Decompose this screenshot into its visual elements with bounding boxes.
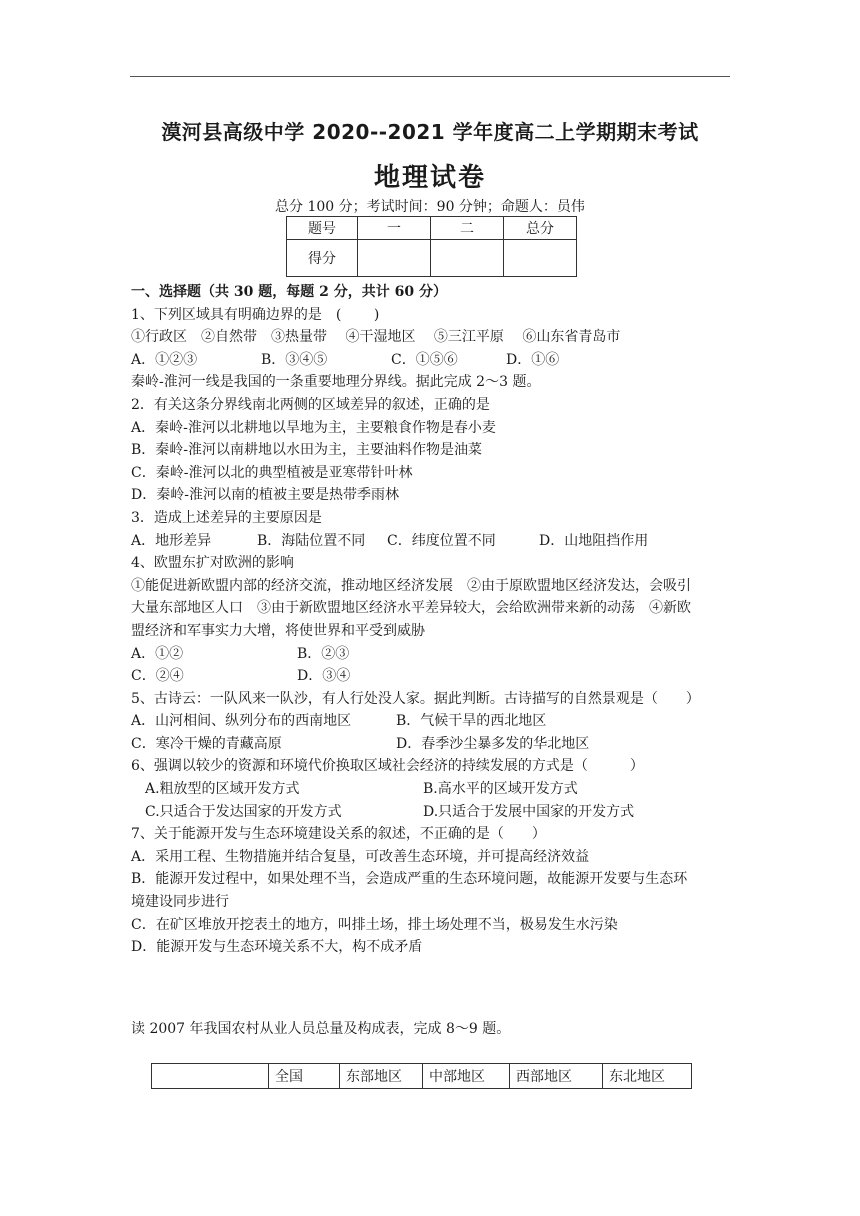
employment-table-header: 中部地区 [423, 1064, 510, 1089]
question-line: 1、下列区域具有明确边界的是 ( ) [131, 306, 380, 323]
exam-subtitle: 地理试卷 [373, 163, 486, 193]
header-rule [130, 76, 730, 77]
question-line: 5、古诗云：一队风来一队沙，有人行处没人家。据此判断。古诗描写的自然景观是（ ） [131, 690, 700, 707]
question-line: B．能源开发过程中，如果处理不当，会造成严重的生态环境问题，故能源开发要与生态环 [131, 871, 688, 888]
answer-options [131, 801, 741, 824]
answer-option: A．山河相间、纵列分布的西南地区 [131, 713, 352, 730]
answer-options [131, 643, 741, 666]
question-line: A．秦岭-淮河以北耕地以旱地为主，主要粮食作物是春小麦 [131, 419, 496, 436]
answer-option: B.高水平的区域开发方式 [423, 781, 578, 798]
question-line: 盟经济和军事实力大增，将使世界和平受到威胁 [131, 622, 425, 639]
answer-option: D．春季沙尘暴多发的华北地区 [396, 735, 590, 752]
question-line: C．在矿区堆放开挖表土的地方，叫排土场，排土场处理不当，极易发生水污染 [131, 916, 618, 933]
question-line: D．能源开发与生态环境关系不大，构不成矛盾 [131, 939, 423, 956]
answer-option: D．山地阻挡作用 [539, 532, 649, 549]
answer-option: D．③④ [297, 668, 351, 685]
score-cell [358, 240, 431, 277]
question-line: ①能促进新欧盟内部的经济交流，推动地区经济发展 ②由于原欧盟地区经济发达，会吸引 [131, 577, 691, 594]
question-line: 7、关于能源开发与生态环境建设关系的叙述，不正确的是（ ） [131, 826, 546, 843]
score-row-label: 得分 [287, 240, 358, 277]
score-table-header: 一 [358, 217, 431, 240]
question-line: 境建设同步进行 [131, 894, 229, 911]
answer-option: A.粗放型的区域开发方式 [145, 781, 300, 798]
score-table [286, 216, 577, 277]
answer-option: C．②④ [131, 668, 184, 685]
answer-options [131, 349, 741, 372]
employment-table [151, 1063, 692, 1089]
answer-option: B．气候干旱的西北地区 [396, 713, 547, 730]
answer-option: D.只适合于发展中国家的开发方式 [423, 803, 635, 820]
answer-options [131, 665, 741, 688]
question-content [131, 281, 741, 959]
section-heading: 一、选择题（共 30 题，每题 2 分，共计 60 分） [131, 284, 447, 300]
answer-option: D．①⑥ [506, 351, 560, 368]
answer-option: A．①② [131, 645, 184, 662]
question-line: 2．有关这条分界线南北两侧的区域差异的叙述，正确的是 [131, 396, 490, 413]
question-line: 3．造成上述差异的主要原因是 [131, 509, 322, 526]
answer-options [131, 710, 741, 733]
answer-options [131, 733, 741, 756]
question-line: 6、强调以较少的资源和环境代价换取区域社会经济的持续发展的方式是（ ） [131, 758, 644, 775]
score-table-header: 二 [431, 217, 504, 240]
answer-option: A．地形差异 [131, 532, 212, 549]
answer-option: C．寒冷干燥的青藏高原 [131, 735, 282, 752]
employment-table-header: 东部地区 [340, 1064, 423, 1089]
employment-table-header: 全国 [269, 1064, 340, 1089]
exam-title: 漠河县高级中学 2020--2021 学年度高二上学期期末考试 [161, 120, 699, 144]
answer-options [131, 530, 741, 553]
score-table-header: 题号 [287, 217, 358, 240]
employment-table-header: 西部地区 [510, 1064, 603, 1089]
question-line: 4、欧盟东扩对欧洲的影响 [131, 555, 294, 572]
employment-table-header [152, 1064, 269, 1089]
exam-info: 总分 100 分；考试时间：90 分钟；命题人：员伟 [275, 199, 585, 215]
question-line: B．秦岭-淮河以南耕地以水田为主，主要油料作物是油菜 [131, 442, 483, 459]
employment-table-header: 东北地区 [603, 1064, 692, 1089]
answer-option: C．①⑤⑥ [391, 351, 458, 368]
answer-option: A．①②③ [131, 351, 198, 368]
score-cell [504, 240, 577, 277]
question-line: A．采用工程、生物措施并结合复垦，可改善生态环境，并可提高经济效益 [131, 848, 590, 865]
reading-prompt: 读 2007 年我国农村从业人员总量及构成表，完成 8～9 题。 [131, 1021, 511, 1037]
answer-option: B．②③ [297, 645, 350, 662]
answer-option: C.只适合于发达国家的开发方式 [145, 803, 342, 820]
question-line: ①行政区 ②自然带 ③热量带 ④干湿地区 ⑤三江平原 ⑥山东省青岛市 [131, 329, 621, 346]
answer-options [131, 778, 741, 801]
score-table-header: 总分 [504, 217, 577, 240]
question-line: 秦岭-淮河一线是我国的一条重要地理分界线。据此完成 2～3 题。 [131, 374, 541, 391]
answer-option: C．纬度位置不同 [387, 532, 496, 549]
answer-option: B．③④⑤ [261, 351, 328, 368]
answer-option: B．海陆位置不同 [257, 532, 366, 549]
question-line: 大量东部地区人口 ③由于新欧盟地区经济水平差异较大，会给欧洲带来新的动荡 ④新欧 [131, 600, 691, 617]
score-cell [431, 240, 504, 277]
question-line: C．秦岭-淮河以北的典型植被是亚寒带针叶林 [131, 464, 413, 481]
question-line: D．秦岭-淮河以南的植被主要是热带季雨林 [131, 487, 399, 504]
